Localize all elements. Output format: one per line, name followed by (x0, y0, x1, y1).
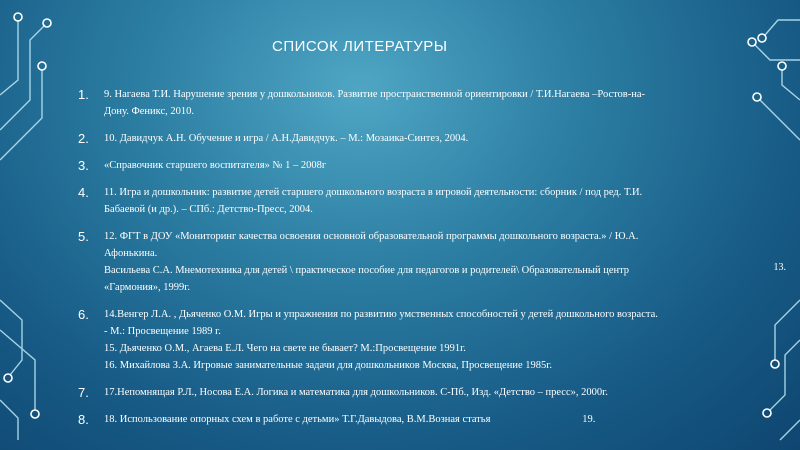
list-item-number: 1. (78, 87, 89, 102)
list-item-number: 7. (78, 385, 89, 400)
list-item-number: 6. (78, 307, 89, 322)
reference-line: «Справочник старшего воспитателя» № 1 – 2008г (104, 160, 327, 171)
list-item-text (104, 86, 645, 120)
list-item (78, 411, 718, 428)
list-item-number: 8. (78, 412, 89, 427)
reference-line: - М.: Просвещение 1989 г. (104, 326, 221, 337)
list-item-text (104, 157, 326, 174)
list-item (78, 86, 718, 120)
bibliography-list (78, 86, 718, 438)
reference-line: Дону. Феникс, 2010. (104, 106, 195, 117)
reference-line: Васильева С.А. Мнемотехника для детей \ практическое пособие для педагогов и родителей\ Образовательный центр (104, 265, 630, 276)
list-item (78, 384, 718, 401)
side-number: 13. (773, 262, 786, 273)
list-item-text (104, 228, 638, 296)
slide-title: СПИСОК ЛИТЕРАТУРЫ (272, 38, 448, 55)
reference-line: 15. Дьяченко О.М., Агаева Е.Л. Чего на свете не бывает? М.:Просвещение 1991г. (104, 343, 466, 354)
list-item-text (104, 184, 642, 218)
reference-line: 9. Нагаева Т.И. Нарушение зрения у дошкольников. Развитие пространственной ориентировки / Т.И.Нагаева –Ростов-на- (104, 89, 646, 100)
reference-line: «Гармония», 1999г. (104, 282, 191, 293)
list-item-number: 3. (78, 158, 89, 173)
reference-line: Бабаевой (и др.). – СПб.: Детство-Пресс, 2004. (104, 204, 313, 215)
list-item-text (104, 411, 595, 428)
list-item-text (104, 306, 658, 374)
reference-line: 14.Венгер Л.А. , Дьяченко О.М. Игры и упражнения по развитию умственных способностей у детей дошкольного возраста. (104, 309, 658, 320)
list-item (78, 306, 718, 374)
reference-line: 17.Непомнящая Р.Л., Носова Е.А. Логика и математика для дошкольников. С-Пб., Изд. «Детство – пресс», 2000г. (104, 387, 608, 398)
list-item-text (104, 130, 468, 147)
list-item-number: 5. (78, 229, 89, 244)
reference-line: 16. Михайлова З.А. Игровые занимательные задачи для дошкольников Москва, Просвещение 1985г. (104, 360, 552, 371)
reference-line: 12. ФГТ в ДОУ «Мониторинг качества освоения основной образовательной программы дошкольного возраста.» / Ю.А. (104, 231, 639, 242)
reference-line: 18. Использование опорных схем в работе с детьми» Т.Г.Давыдова, В.М.Возная статья 19. (104, 414, 596, 425)
list-item-number: 4. (78, 185, 89, 200)
reference-line: Афонькина. (104, 248, 158, 259)
list-item (78, 228, 718, 296)
reference-line: 11. Игра и дошкольник: развитие детей старшего дошкольного возраста в игровой деятельности: сборник / под ред. Т.И. (104, 187, 643, 198)
list-item-text (104, 384, 608, 401)
reference-line: 10. Давидчук А.Н. Обучение и игра / А.Н.Давидчук. – М.: Мозаика-Синтез, 2004. (104, 133, 469, 144)
list-item (78, 184, 718, 218)
list-item (78, 130, 718, 147)
list-item-number: 2. (78, 131, 89, 146)
list-item (78, 157, 718, 174)
